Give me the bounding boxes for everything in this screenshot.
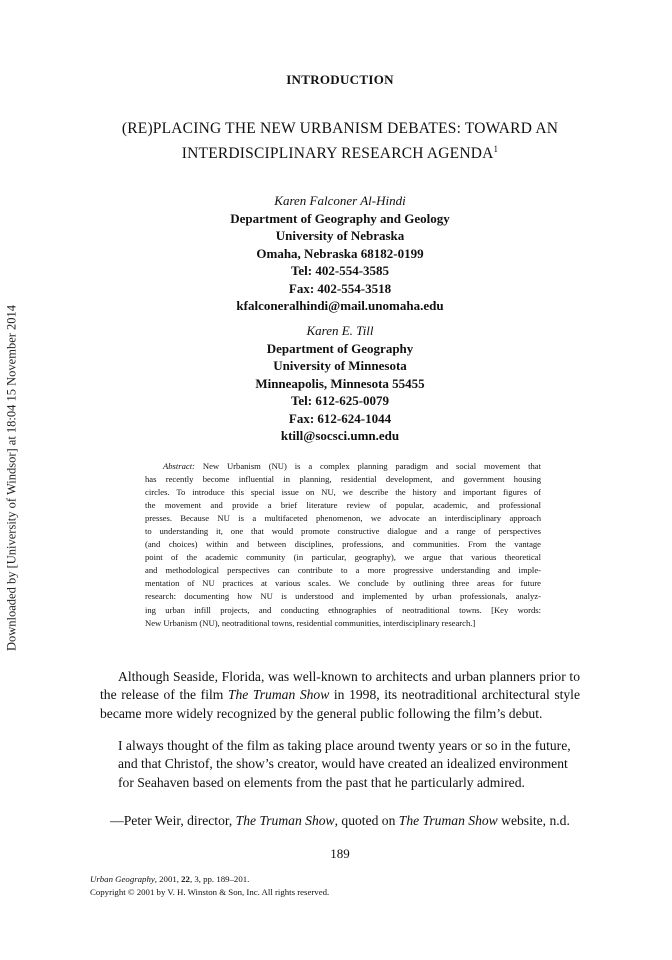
abstract-line: has recently become influential in planning, residential development, and government housing	[145, 474, 541, 485]
abstract-line: mentation of NU practices at various scales. We conclude by outlining three areas for future	[145, 578, 541, 589]
film-title: The Truman Show	[235, 813, 335, 828]
author-block-1	[100, 192, 580, 315]
abstract-line: (and choices) within and between disciplines, professions, and communities. From the vantage	[145, 539, 541, 550]
download-watermark	[0, 0, 24, 960]
body-line: Although Seaside, Florida, was well-known to architects and urban planners prior to	[118, 669, 580, 684]
quote-line: and that Christof, the show’s creator, would have created an idealized environment	[118, 756, 568, 772]
author-city: Minneapolis, Minnesota 55455	[255, 375, 425, 391]
citation-line	[90, 873, 490, 886]
author-fax: Fax: 402-554-3518	[288, 280, 392, 296]
attribution-text: , quoted on	[334, 813, 399, 828]
author-university: University of Minnesota	[273, 358, 407, 373]
abstract-line: presses. Because NU is a multifaceted phenomenon, we advocate an interdisciplinary approach	[145, 513, 541, 524]
author-city: Omaha, Nebraska 68182-0199	[256, 245, 424, 261]
abstract-line: New Urbanism (NU), neotraditional towns, residential communities, interdisciplinary research.]	[145, 617, 476, 628]
author-fax: Fax: 612-624-1044	[288, 410, 392, 426]
title-line-1: (RE)PLACING THE NEW URBANISM DEBATES: TOWARD AN	[121, 120, 559, 137]
title-line-2	[100, 139, 580, 164]
body-line: became more widely recognized by the general public following the film’s debut.	[100, 705, 543, 721]
abstract-line: and methodological perspectives can contribute to a more progressive understanding and imple-	[145, 565, 541, 576]
body-text-segment: in 1998, its neotraditional architectural style	[329, 687, 580, 703]
quote-line: I always thought of the film as taking place around twenty years or so in the future,	[118, 738, 571, 753]
author-name: Karen Falconer Al-Hindi	[274, 193, 406, 208]
abstract	[145, 460, 541, 630]
author-tel: Tel: 402-554-3585	[290, 263, 390, 278]
author-department: Department of Geography	[266, 340, 414, 356]
author-department: Department of Geography and Geology	[230, 210, 450, 226]
copyright-line: Copyright © 2001 by V. H. Winston & Son, Inc. All rights reserved.	[90, 887, 330, 897]
abstract-line	[145, 460, 541, 473]
abstract-line: circles. To introduce this special issue on NU, we describe the history and important figures of	[145, 487, 541, 498]
abstract-line: the movement and provide a brief literature review of popular, academic, and professional	[145, 500, 541, 511]
author-tel: Tel: 612-625-0079	[290, 393, 390, 408]
author-block-2	[100, 322, 580, 445]
quote-line: for Seahaven based on elements from the past that he particularly admired.	[118, 774, 525, 790]
attribution-text: website, n.d.	[497, 813, 570, 828]
author-name: Karen E. Till	[306, 323, 374, 338]
epigraph-quote	[118, 737, 571, 792]
film-title: The Truman Show	[227, 687, 330, 703]
journal-name: Urban Geography	[90, 874, 155, 884]
abstract-line: point of the academic community (in particular, geography), we argue that various theoretical	[145, 552, 541, 563]
abstract-line-text: New Urbanism (NU) is a complex planning paradigm and social movement that	[202, 461, 541, 471]
author-email: ktill@socsci.umn.edu	[280, 428, 400, 443]
attribution-text: —Peter Weir, director,	[110, 813, 236, 828]
section-heading: INTRODUCTION	[286, 72, 394, 87]
body-text-segment: the release of the film	[100, 687, 228, 703]
author-email: kfalconeralhindi@mail.unomaha.edu	[236, 298, 444, 313]
journal-footer	[90, 873, 490, 899]
citation-volume: 22	[181, 874, 190, 884]
body-paragraph	[100, 668, 580, 723]
title-footnote-mark: 1	[493, 144, 499, 154]
quote-attribution	[100, 812, 580, 830]
download-notice-text: Downloaded by [University of Windsor] at 18:04 15 November 2014	[4, 304, 19, 652]
abstract-label: Abstract:	[163, 461, 195, 471]
citation-year: , 2001,	[154, 874, 182, 884]
abstract-line: ing urban infill projects, and conducting ethnographies of neotraditional towns. [Key words:	[145, 604, 541, 615]
abstract-line: to understanding it, one that would promote constructive dialogue and a range of perspectives	[145, 526, 541, 537]
title-line-2-text: INTERDISCIPLINARY RESEARCH AGENDA	[181, 145, 494, 163]
author-university: University of Nebraska	[275, 228, 405, 243]
page-number: 189	[330, 846, 350, 861]
film-title: The Truman Show	[398, 813, 498, 828]
body-line	[100, 686, 580, 704]
abstract-line: research: documenting how NU is understood and implemented by urban professionals, analyz-	[145, 591, 541, 602]
article-title	[100, 119, 580, 164]
citation-pages: , 3, pp. 189–201.	[189, 874, 250, 884]
